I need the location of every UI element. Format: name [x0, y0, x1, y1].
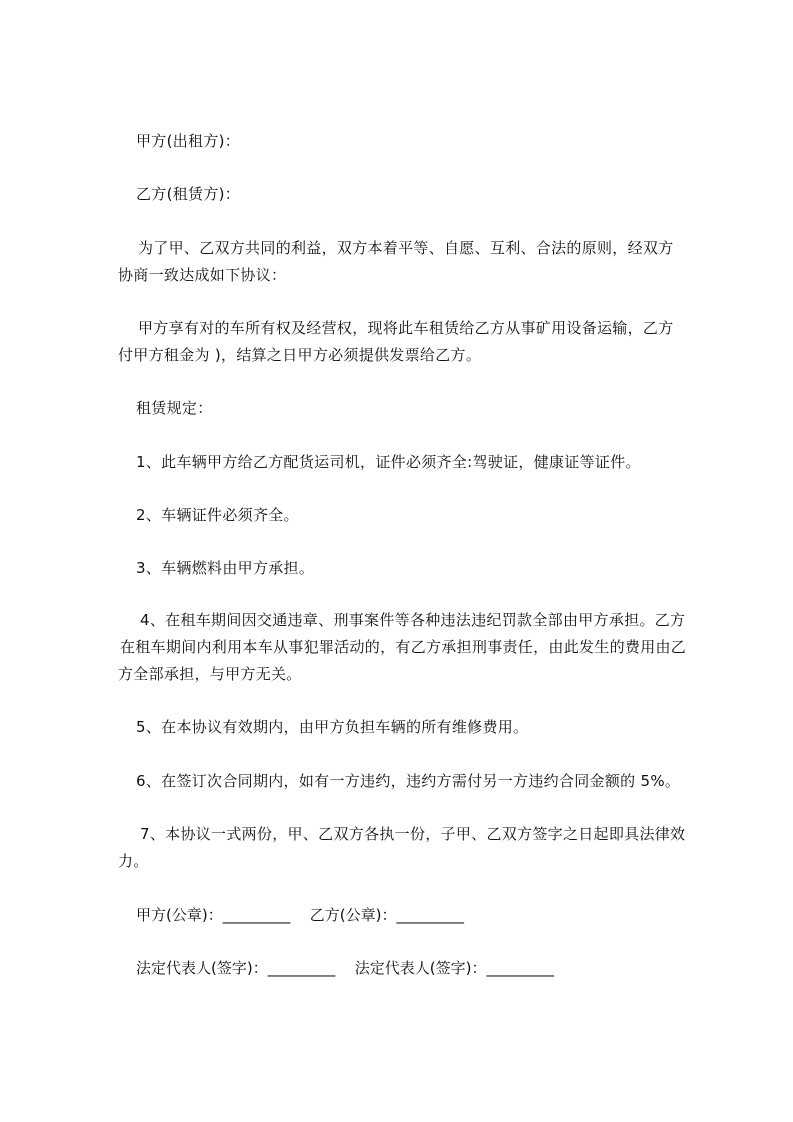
rule-item-2: 2、车辆证件必须齐全。	[136, 506, 299, 524]
party-a-representative-field: 法定代表人(签字)：_________	[136, 959, 336, 977]
party-a-seal-field: 甲方(公章)：_________	[136, 906, 291, 924]
intro-paragraph: 为了甲、乙双方共同的利益，双方本着平等、自愿、互利、合法的原则，经双方 协商一致达成如下协议：	[118, 239, 674, 284]
party-b-label: 乙方(租赁方)：	[136, 185, 241, 203]
rule-item-6: 6、在签订次合同期内，如有一方违约，违约方需付另一方违约合同金额的 5%。	[136, 772, 681, 790]
rule-item-5: 5、在本协议有效期内，由甲方负担车辆的所有维修费用。	[136, 718, 529, 736]
rules-heading: 租赁规定：	[136, 399, 213, 417]
party-b-seal-field: 乙方(公章)：_________	[309, 906, 464, 924]
rule-item-1: 1、此车辆甲方给乙方配货运司机，证件必须齐全:驾驶证，健康证等证件。	[136, 453, 641, 471]
main-clause-paragraph: 甲方享有对的车所有权及经营权，现将此车租赁给乙方从事矿用设备运输，乙方 付甲方租金为 )，结算之日甲方必须提供发票给乙方。	[118, 319, 674, 364]
rule-item-7: 7、本协议一式两份，甲、乙双方各执一份，子甲、乙双方签字之日起即具法律效 力。	[118, 825, 686, 870]
representative-signature-row	[136, 956, 554, 980]
seal-signature-row	[136, 903, 464, 927]
rule-item-4: 4、在租车期间因交通违章、刑事案件等各种违法违纪罚款全部由甲方承担。乙方 在租车期间内利用本车从事犯罪活动的，有乙方承担刑事责任，由此发生的费用由乙 方全部承担，与甲方无关。	[118, 611, 687, 683]
party-a-label: 甲方(出租方)：	[136, 132, 241, 150]
party-b-representative-field: 法定代表人(签字)：_________	[354, 959, 554, 977]
rule-item-3: 3、车辆燃料由甲方承担。	[136, 559, 315, 577]
